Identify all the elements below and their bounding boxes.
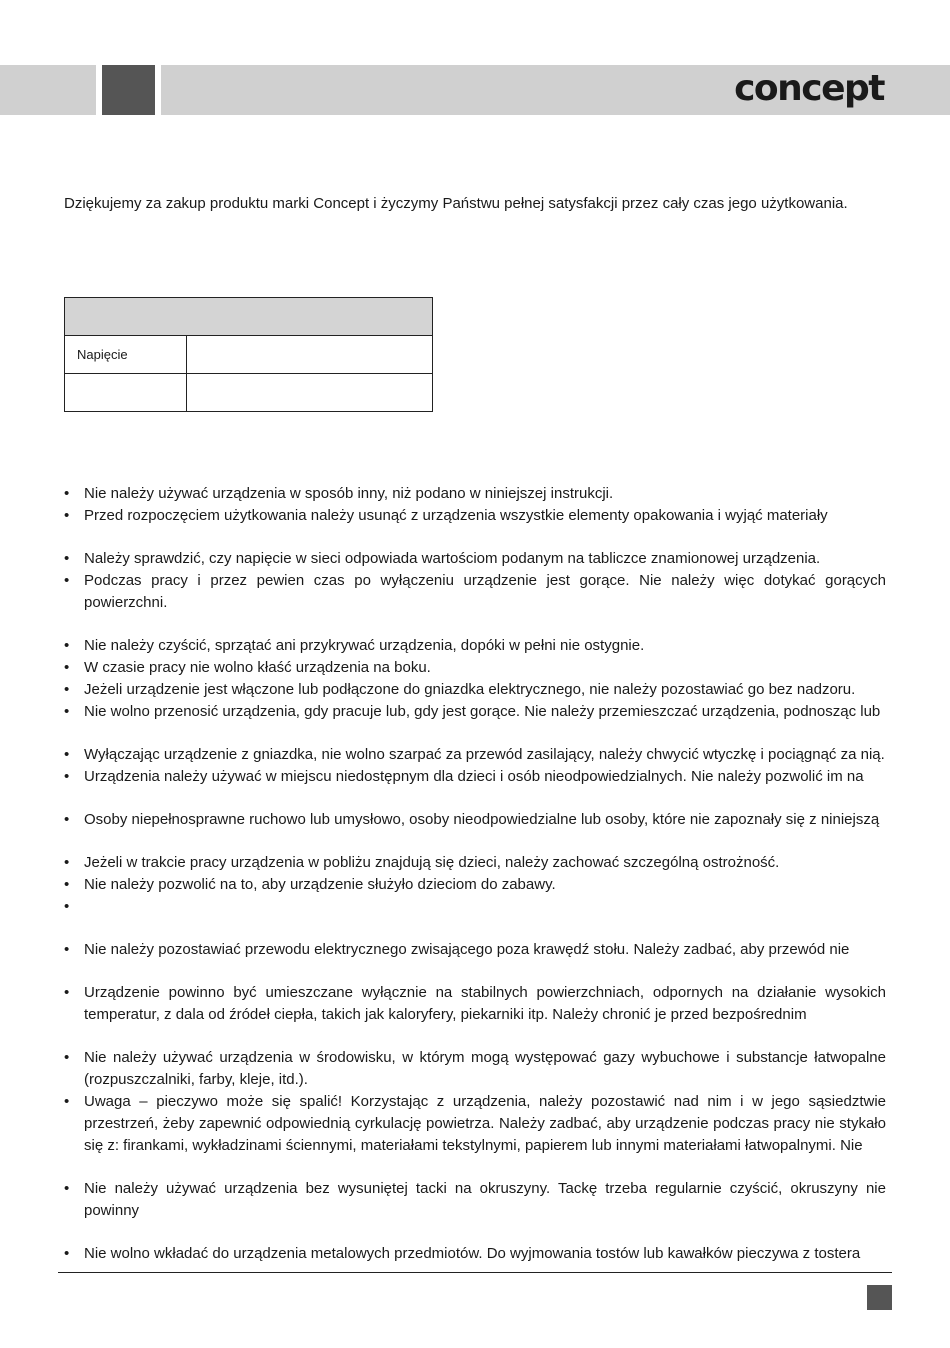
spec-table — [64, 297, 433, 412]
bullet-item: • Wyłączając urządzenie z gniazdka, nie wolno szarpać za przewód zasilający, należy chwycić wtyczkę i pociągnąć za nią. — [64, 744, 886, 766]
bullet-item: • Urządzenia należy używać w miejscu niedostępnym dla dzieci i osób nieodpowiedzialnych. Nie należy pozwolić im na — [64, 766, 886, 788]
spec-label — [65, 374, 187, 412]
bullet-item: • Należy sprawdzić, czy napięcie w sieci odpowiada wartościom podanym na tabliczce znamionowej urządzenia. — [64, 548, 886, 570]
bullet-item: • Nie należy używać urządzenia bez wysuniętej tacki na okruszyny. Tackę trzeba regularnie czyścić, okruszyny nie powinny — [64, 1178, 886, 1222]
spec-value — [187, 374, 433, 412]
bullet-item: • Uwaga – pieczywo może się spalić! Korzystając z urządzenia, należy pozostawić nad nim i w jego sąsiedztwie przestrzeń, żeby zapewnić odpowiednią cyrkulację powietrza. Należy zadbać, aby urządzenie podczas pracy nie stykało się z: firankami, wykładzinami ściennymi, materiałami tekstylnymi, papierem lub innymi materiałami łatwopalnymi. Nie — [64, 1091, 886, 1157]
bullet-item: • Nie należy pozwolić na to, aby urządzenie służyło dzieciom do zabawy. — [64, 874, 886, 896]
intro-text: Dziękujemy za zakup produktu marki Concept i życzymy Państwu pełnej satysfakcji przez cały czas jego użytkowania. — [64, 195, 848, 212]
header-section-square — [102, 65, 155, 115]
spec-value — [187, 336, 433, 374]
header-band-left — [0, 65, 96, 115]
bullet-item: • Podczas pracy i przez pewien czas po wyłączeniu urządzenie jest gorące. Nie należy więc dotykać gorących powierzchni. — [64, 570, 886, 614]
bullet-item: • Przed rozpoczęciem użytkowania należy usunąć z urządzenia wszystkie elementy opakowania i wyjąć materiały — [64, 505, 886, 527]
spec-table-row — [65, 336, 433, 374]
bullet-item: • W czasie pracy nie wolno kłaść urządzenia na boku. — [64, 657, 886, 679]
bullet-item: • Jeżeli urządzenie jest włączone lub podłączone do gniazdka elektrycznego, nie należy pozostawiać go bez nadzoru. — [64, 679, 886, 701]
bullet-item: • Urządzenie powinno być umieszczane wyłącznie na stabilnych powierzchniach, odpornych na działanie wysokich temperatur, z dala od źródeł ciepła, takich jak kaloryfery, piekarniki itp. Należy chronić je przed bezpośrednim — [64, 982, 886, 1026]
page-number-box — [867, 1285, 892, 1310]
bullet-item: • Nie należy czyścić, sprzątać ani przykrywać urządzenia, dopóki w pełni nie ostygnie. — [64, 635, 886, 657]
bullet-item: • Nie należy używać urządzenia w środowisku, w którym mogą występować gazy wybuchowe i substancje łatwopalne (rozpuszczalniki, farby, kleje, itd.). — [64, 1047, 886, 1091]
spec-table-header-row — [65, 298, 433, 336]
bullet-item: • Nie wolno wkładać do urządzenia metalowych przedmiotów. Do wyjmowania tostów lub kawałków pieczywa z tostera — [64, 1243, 886, 1265]
bullet-item: • Jeżeli w trakcie pracy urządzenia w pobliżu znajdują się dzieci, należy zachować szczególną ostrożność. — [64, 852, 886, 874]
spec-table-header — [65, 298, 433, 336]
bullet-item: • Nie należy używać urządzenia w sposób inny, niż podano w niniejszej instrukcji. — [64, 483, 886, 505]
safety-instructions-list — [64, 483, 886, 1265]
spec-table-row — [65, 374, 433, 412]
footer-rule — [58, 1272, 892, 1273]
brand-logo: concept — [734, 68, 884, 109]
spec-label: Napięcie — [65, 336, 187, 374]
bullet-item — [64, 896, 886, 918]
bullet-item: • Nie wolno przenosić urządzenia, gdy pracuje lub, gdy jest gorące. Nie należy przemieszczać urządzenia, podnosząc lub — [64, 701, 886, 723]
bullet-item: • Nie należy pozostawiać przewodu elektrycznego zwisającego poza krawędź stołu. Należy zadbać, aby przewód nie — [64, 939, 886, 961]
bullet-item: • Osoby niepełnosprawne ruchowo lub umysłowo, osoby nieodpowiedzialne lub osoby, które nie zapoznały się z niniejszą — [64, 809, 886, 831]
